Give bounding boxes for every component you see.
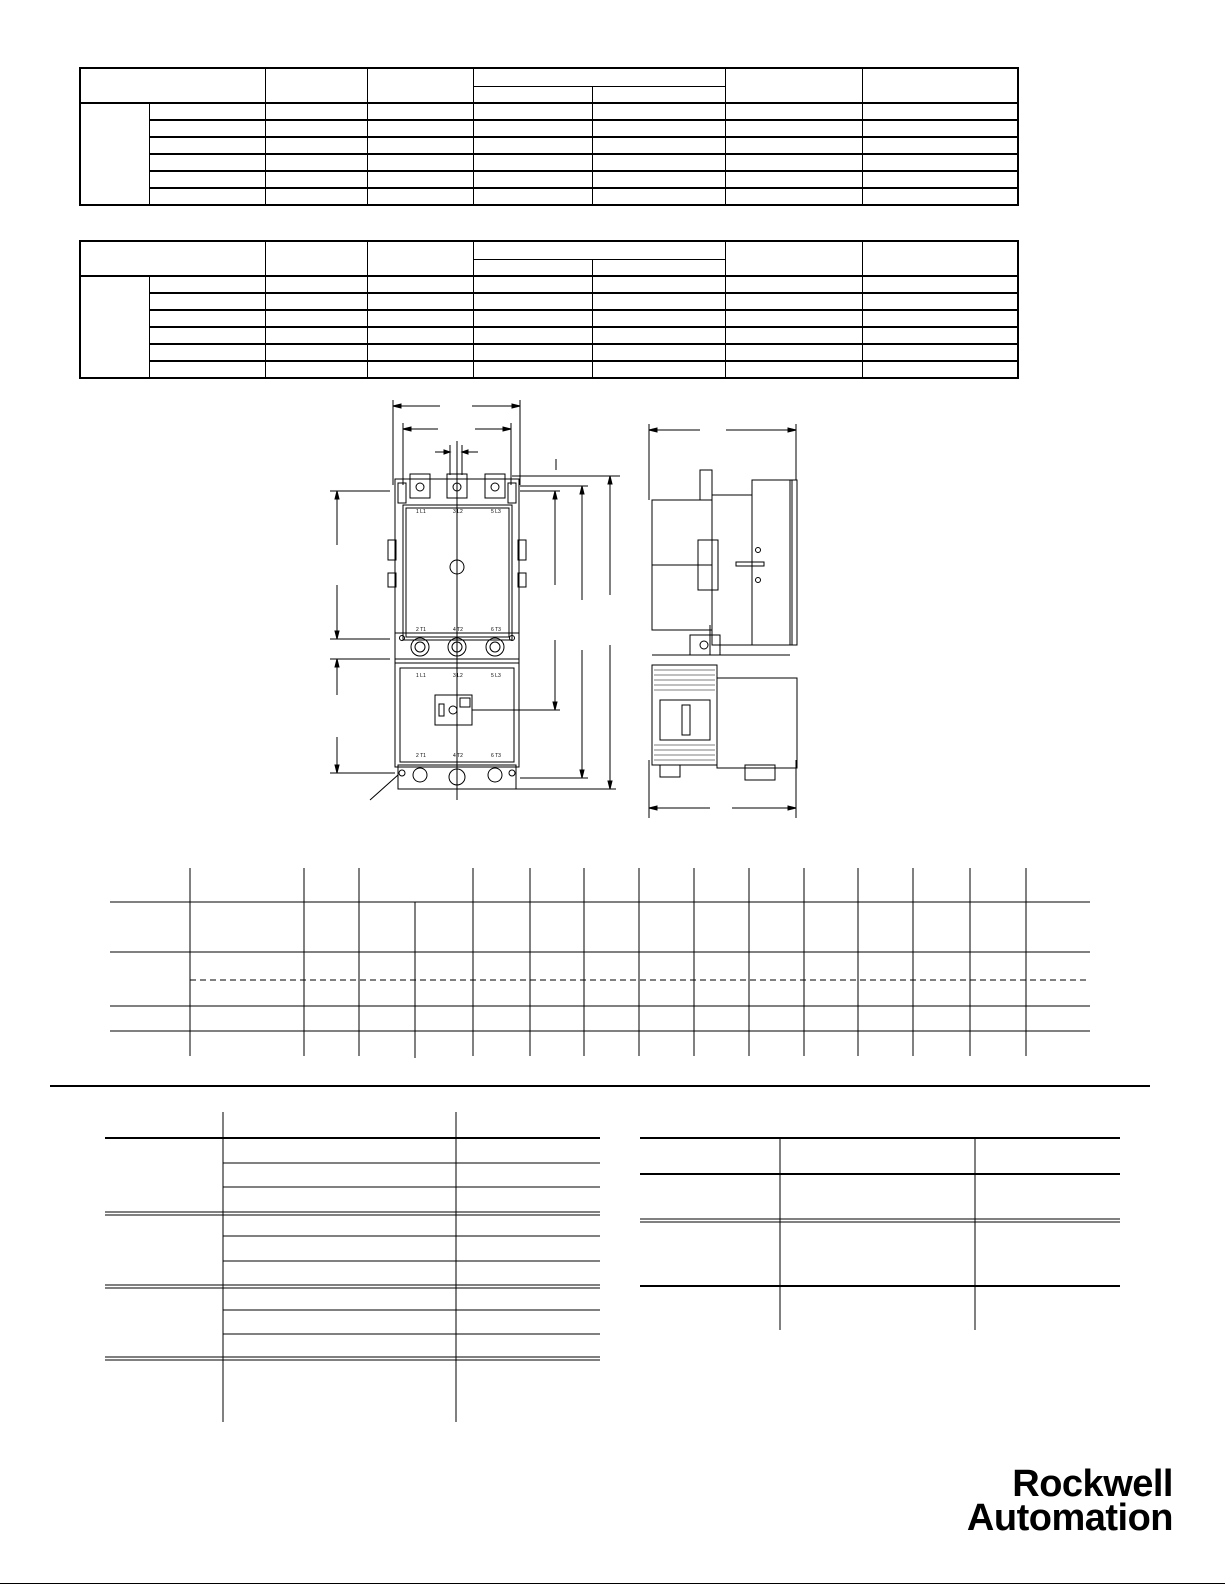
bottom-right-table (640, 1135, 1122, 1335)
terminal-label: 2 T1 (416, 753, 426, 759)
terminal-label: 1 L1 (416, 509, 426, 515)
logo-line-2: Automation (966, 1497, 1173, 1539)
terminal-label: 2 T1 (416, 627, 426, 633)
terminal-label: 5 L3 (491, 673, 501, 679)
side-view-drawing (640, 420, 810, 820)
terminal-label: 4 T2 (453, 627, 463, 633)
rating-table-2 (79, 240, 1019, 379)
dimensions-table (110, 868, 1095, 1063)
terminal-label: 6 T3 (491, 627, 501, 633)
logo-line-1: Rockwell (1012, 1463, 1173, 1505)
rating-table-1 (79, 67, 1019, 206)
terminal-label: 1 L1 (416, 673, 426, 679)
front-view-drawing (320, 395, 630, 815)
bottom-left-table (105, 1112, 605, 1427)
terminal-label: 6 T3 (491, 753, 501, 759)
section-divider (50, 1085, 1150, 1087)
terminal-label: 5 L3 (491, 509, 501, 515)
rockwell-automation-logo (966, 1463, 1173, 1539)
terminal-label: 3 L2 (453, 509, 463, 515)
footer-rule (0, 1583, 1225, 1584)
terminal-label: 4 T2 (453, 753, 463, 759)
terminal-label: 3 L2 (453, 673, 463, 679)
